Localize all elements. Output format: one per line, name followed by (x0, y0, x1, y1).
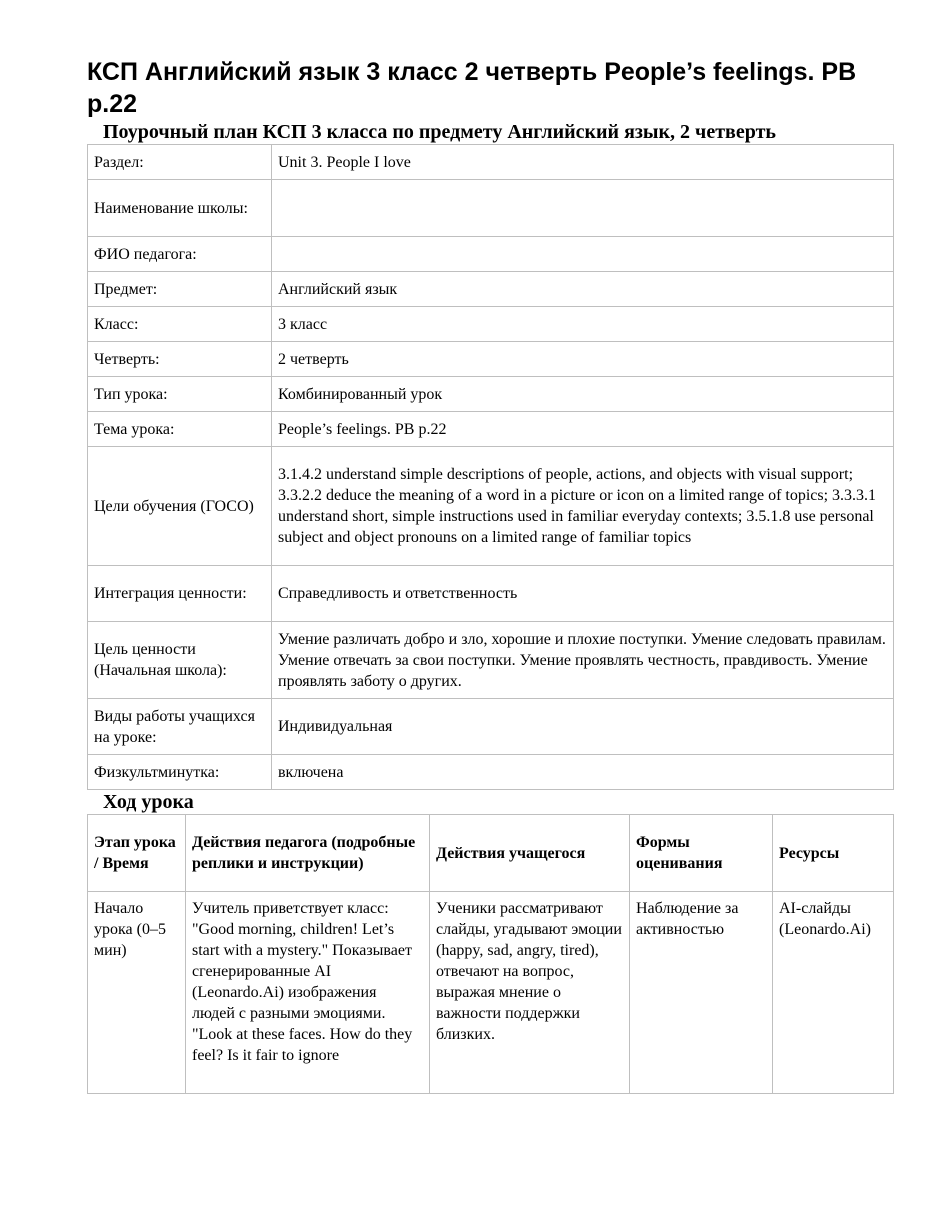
info-label: Интеграция ценности: (88, 566, 272, 622)
table-row (88, 699, 894, 755)
student-actions-cell: Ученики рассматривают слайды, угадывают эмоции (happy, sad, angry, tired), отвечают на вопрос, выражая мнение о важности поддержки близких. (430, 892, 630, 1094)
table-row (88, 622, 894, 699)
document-title: КСП Английский язык 3 класс 2 четверть People’s feelings. PB p.22 (87, 58, 857, 118)
plan-heading: Поурочный план КСП 3 класса по предмету Английский язык, 2 четверть (103, 121, 776, 143)
teacher-actions-cell: Учитель приветствует класс: "Good morning, children! Let’s start with a mystery." Показывает сгенерированные AI (Leonardo.Ai) изображения людей с разными эмоциями. "Look at these faces. How do they feel? Is it fair to ignore (186, 892, 430, 1094)
assessment-cell: Наблюдение за активностью (630, 892, 773, 1094)
table-row (88, 145, 894, 180)
lesson-heading: Ход урока (103, 791, 194, 813)
lesson-info-table (87, 144, 894, 790)
table-row (88, 272, 894, 307)
document-page (87, 56, 893, 1094)
info-label: Виды работы учащихся на уроке: (88, 699, 272, 755)
info-value: Умение различать добро и зло, хорошие и плохие поступки. Умение следовать правилам. Умение отвечать за свои поступки. Умение проявлять честность, правдивость. Умение проявлять заботу о других. (272, 622, 894, 699)
table-row (88, 566, 894, 622)
info-value: 3 класс (272, 307, 894, 342)
info-value: People’s feelings. PB p.22 (272, 412, 894, 447)
info-label: Физкультминутка: (88, 755, 272, 790)
header-resources: Ресурсы (773, 815, 894, 892)
table-row (88, 412, 894, 447)
info-value: Комбинированный урок (272, 377, 894, 412)
table-row (88, 180, 894, 237)
info-value: 2 четверть (272, 342, 894, 377)
info-value: 3.1.4.2 understand simple descriptions of people, actions, and objects with visual support; 3.3.2.2 deduce the meaning of a word in a picture or icon on a limited range of topics; 3.3.3.1 understand short, simple instructions used in familiar everyday contexts; 3.5.1.8 use personal subject and object pronouns on a limited range of familiar topics (272, 447, 894, 566)
table-row (88, 377, 894, 412)
resources-cell: AI-слайды (Leonardo.Ai) (773, 892, 894, 1094)
info-label: Класс: (88, 307, 272, 342)
info-value: Справедливость и ответственность (272, 566, 894, 622)
table-row (88, 447, 894, 566)
table-row (88, 237, 894, 272)
table-header-row (88, 815, 894, 892)
lesson-flow-table (87, 814, 894, 1094)
info-label: Цели обучения (ГОСО) (88, 447, 272, 566)
table-row (88, 307, 894, 342)
table-row (88, 342, 894, 377)
info-value: включена (272, 755, 894, 790)
info-label: Предмет: (88, 272, 272, 307)
info-value (272, 180, 894, 237)
info-value: Индивидуальная (272, 699, 894, 755)
stage-cell: Начало урока (0–5 мин) (88, 892, 186, 1094)
info-label: Раздел: (88, 145, 272, 180)
table-row (88, 755, 894, 790)
header-teacher-actions: Действия педагога (подробные реплики и инструкции) (186, 815, 430, 892)
header-student-actions: Действия учащегося (430, 815, 630, 892)
info-label: Цель ценности (Начальная школа): (88, 622, 272, 699)
info-label: Наименование школы: (88, 180, 272, 237)
info-value: Английский язык (272, 272, 894, 307)
info-value: Unit 3. People I love (272, 145, 894, 180)
info-label: Тип урока: (88, 377, 272, 412)
info-label: Тема урока: (88, 412, 272, 447)
info-label: Четверть: (88, 342, 272, 377)
info-label: ФИО педагога: (88, 237, 272, 272)
info-value (272, 237, 894, 272)
header-stage: Этап урока / Время (88, 815, 186, 892)
table-row (88, 892, 894, 1094)
header-assessment: Формы оценивания (630, 815, 773, 892)
